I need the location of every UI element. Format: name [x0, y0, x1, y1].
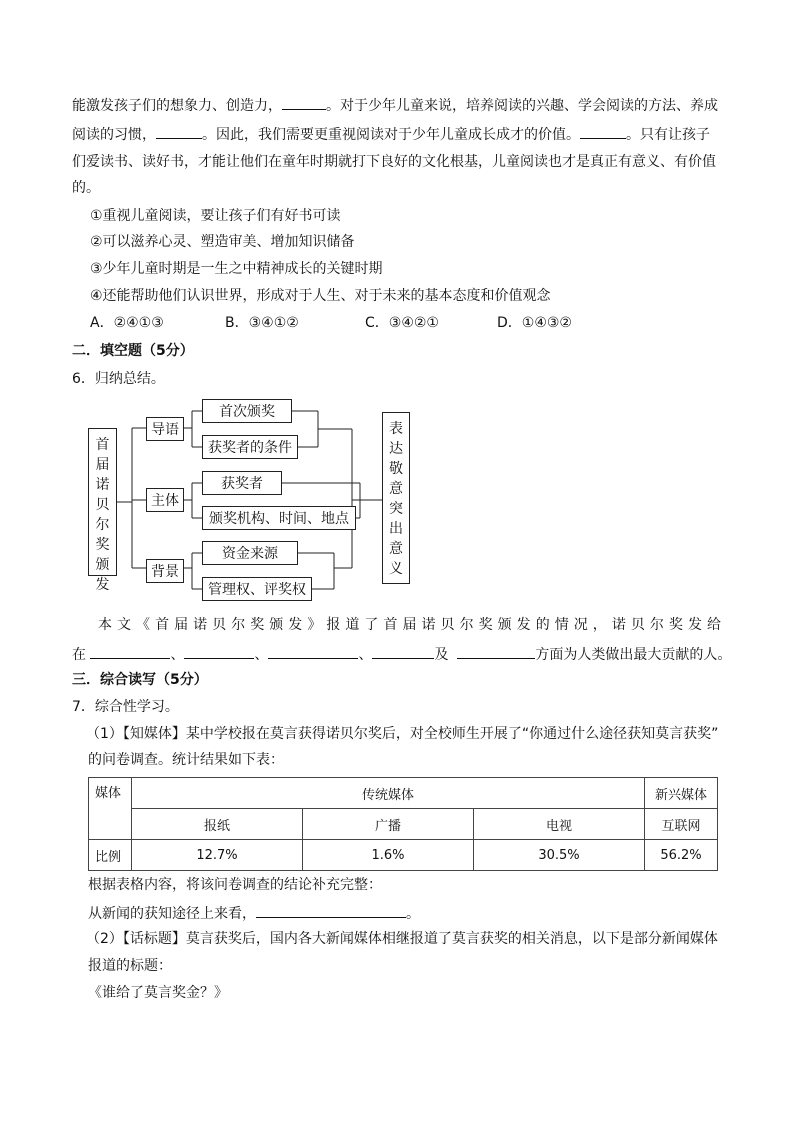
passage-text: 能激发孩子们的想象力、创造力， [72, 98, 282, 114]
q6-text: 在 [72, 647, 86, 663]
options-row [90, 313, 690, 333]
passage-line-3: 们爱读书、读好书，才能让他们在童年时期就打下良好的文化根基，儿童阅读也才是真正有意义、有价值 [72, 154, 716, 170]
col-tv: 电视 [474, 809, 645, 840]
q6-text-line-1: 本文《首届诺贝尔奖颁发》报道了首届诺贝尔奖颁发的情况，诺贝尔奖发给 [98, 617, 722, 633]
option-d[interactable]: D．①④③② [497, 315, 572, 331]
q6-text: 、 [358, 647, 373, 663]
title-char: 尔 [95, 517, 110, 533]
conclusion-significance [389, 499, 403, 579]
title-char: 奖 [95, 537, 110, 553]
conclusion-char: 意 [389, 481, 403, 497]
leaf-management-rights: 管理权、评奖权 [202, 577, 312, 601]
passage-line-2 [72, 123, 710, 145]
option-b[interactable]: B．③④①② [225, 315, 299, 331]
ratio-label: 比例 [89, 840, 132, 871]
title-char: 贝 [95, 497, 110, 513]
answer-blank[interactable] [282, 94, 326, 110]
part-intro-box: 导语 [146, 417, 184, 441]
col-newspaper: 报纸 [132, 809, 303, 840]
conclusion-char: 突 [389, 501, 403, 517]
answer-blank[interactable] [580, 123, 626, 139]
q7-1-line-1: （1）【知媒体】某中学校报在莫言获得诺贝尔奖后，对全校师生开展了“你通过什么途径获知莫言获奖” [86, 726, 719, 742]
part-body-box: 主体 [146, 488, 184, 512]
passage-line-1 [72, 94, 718, 116]
after-table-line-2 [88, 902, 420, 924]
diagram-conclusion-box [382, 412, 410, 584]
question-7-title: 7．综合性学习。 [72, 699, 179, 715]
value-newspaper: 12.7% [132, 840, 303, 871]
leaf-winners: 获奖者 [202, 471, 282, 495]
title-char: 届 [95, 457, 110, 473]
title-char: 诺 [95, 477, 110, 493]
statement-4: ④还能帮助他们认识世界，形成对于人生、对于未来的基本态度和价值观念 [90, 288, 551, 304]
passage-text: 。对于少年儿童来说，培养阅读的兴趣、学会阅读的方法、养成 [326, 98, 718, 114]
q6-text: 及 [434, 647, 449, 663]
section-2-heading: 二．填空题（5分） [72, 343, 194, 359]
conclusion-respect [389, 419, 403, 499]
title-char: 颁 [95, 557, 110, 573]
answer-blank[interactable] [372, 643, 434, 659]
leaf-first-award: 首次颁奖 [202, 399, 292, 423]
conclusion-char: 表 [389, 421, 403, 437]
answer-blank[interactable] [90, 643, 170, 659]
col-internet: 互联网 [645, 809, 718, 840]
value-internet: 56.2% [645, 840, 718, 871]
answer-blank[interactable] [256, 902, 406, 918]
conclusion-char: 意 [389, 541, 403, 557]
q6-text: 、 [254, 647, 269, 663]
option-a[interactable]: A．②④①③ [90, 315, 164, 331]
q7-2-line-2: 报道的标题： [88, 958, 172, 974]
value-radio: 1.6% [303, 840, 474, 871]
after-table-text: 。 [406, 906, 420, 922]
statement-3: ③少年儿童时期是一生之中精神成长的关键时期 [90, 261, 383, 277]
survey-table [88, 777, 718, 871]
conclusion-char: 出 [389, 521, 403, 537]
after-table-text: 从新闻的获知途径上来看， [88, 906, 256, 922]
q6-text-line-2 [72, 643, 731, 665]
title-char: 发 [95, 577, 110, 593]
leaf-agency-time-place: 颁奖机构、时间、地点 [202, 506, 356, 530]
answer-blank[interactable] [268, 643, 358, 659]
col-radio: 广播 [303, 809, 474, 840]
leaf-funding-source: 资金来源 [202, 541, 298, 565]
answer-blank[interactable] [184, 643, 254, 659]
part-background-box: 背景 [146, 559, 184, 583]
conclusion-char: 义 [389, 561, 403, 577]
conclusion-char: 达 [389, 441, 403, 457]
leaf-winner-conditions: 获奖者的条件 [202, 435, 298, 459]
passage-text: 。因此，我们需要更重视阅读对于少年儿童成长成才的价值。 [202, 127, 580, 143]
media-header: 媒体 [89, 778, 132, 840]
passage-text: 。只有让孩子 [626, 127, 710, 143]
q6-text: 、 [170, 647, 185, 663]
after-table-line-1: 根据表格内容，将该问卷调查的结论补充完整： [88, 877, 382, 893]
q7-2-line-1: （2）【话标题】莫言获奖后，国内各大新闻媒体相继报道了莫言获奖的相关消息，以下是部分新闻媒体 [86, 931, 718, 947]
statement-1: ①重视儿童阅读，要让孩子们有好书可读 [90, 208, 341, 224]
value-tv: 30.5% [474, 840, 645, 871]
title-char: 首 [95, 437, 110, 453]
q7-1-line-2: 的问卷调查。统计结果如下表： [88, 752, 284, 768]
traditional-media-header: 传统媒体 [132, 778, 645, 809]
conclusion-char: 敬 [389, 461, 403, 477]
answer-blank[interactable] [156, 123, 202, 139]
nobel-structure-diagram [88, 398, 424, 606]
question-6-title: 6．归纳总结。 [72, 371, 165, 387]
diagram-title-box [88, 428, 117, 593]
passage-line-4: 的。 [72, 180, 100, 196]
q7-2-line-3: 《谁给了莫言奖金？》 [88, 985, 228, 1001]
q6-text: 方面为人类做出最大贡献的人。 [535, 647, 732, 663]
passage-text: 阅读的习惯， [72, 127, 156, 143]
statement-2: ②可以滋养心灵、塑造审美、增加知识储备 [90, 234, 355, 250]
option-c[interactable]: C．③④②① [365, 315, 439, 331]
answer-blank[interactable] [457, 643, 535, 659]
new-media-header: 新兴媒体 [645, 778, 718, 809]
section-3-heading: 三．综合读写（5分） [72, 672, 208, 688]
diagram-connectors [88, 398, 424, 606]
